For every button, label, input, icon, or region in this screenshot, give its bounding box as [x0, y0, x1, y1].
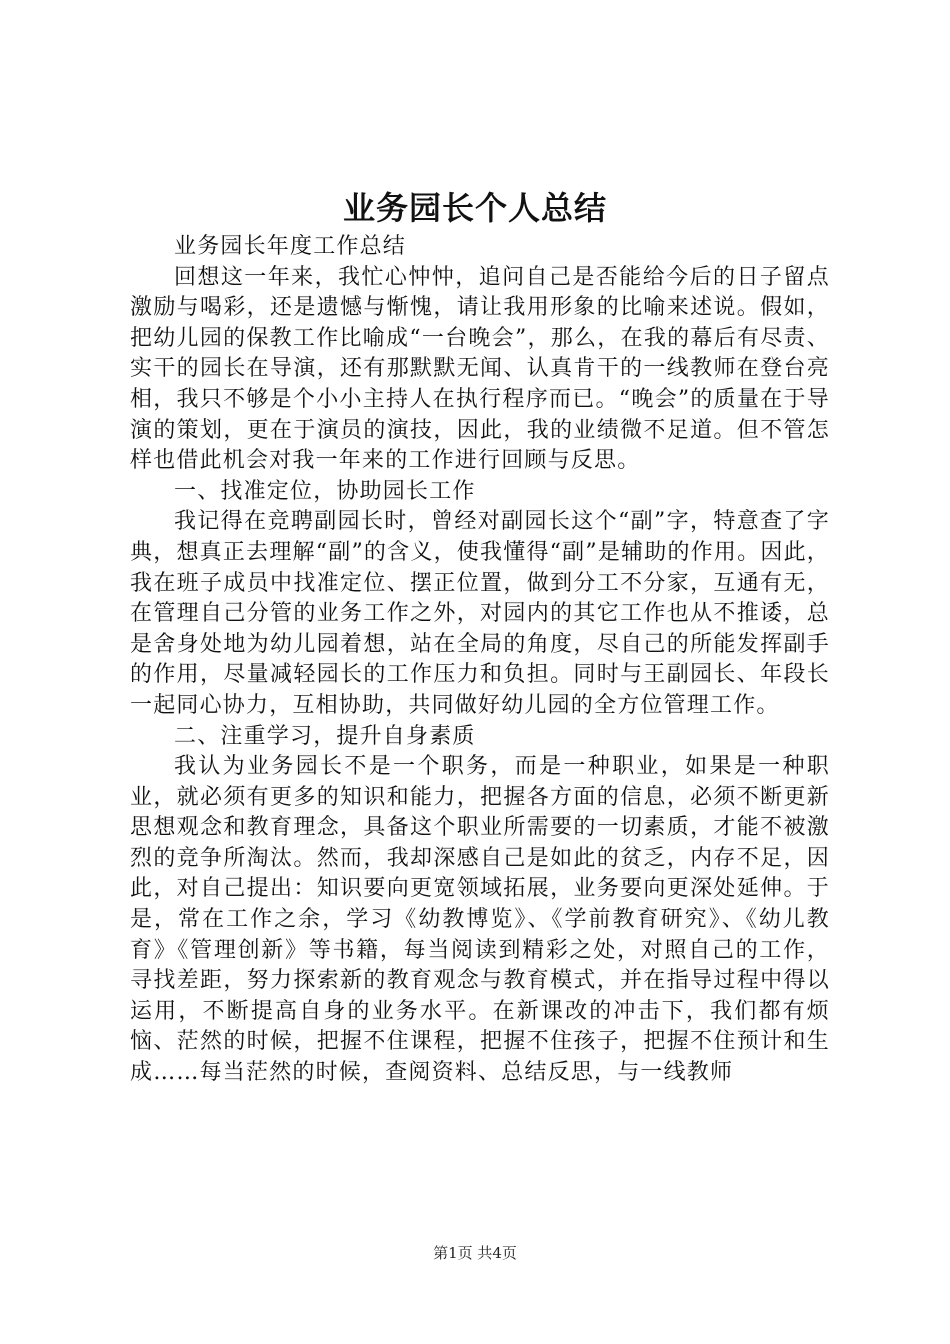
- document-subtitle: 业务园长年度工作总结: [174, 234, 407, 259]
- paragraph-section-1: 我记得在竞聘副园长时，曾经对副园长这个“副”字，特意查了字典，想真正去理解“副”的含义，使我懂得“副”是辅助的作用。因此，我在班子成员中找准定位、摆正位置，做到分工不分家，互通有无，在管理自己分管的业务工作之外，对园内的其它工作也从不推诿，总是舍身处地为幼儿园着想，站在全局的角度，尽自己的所能发挥副手的作用，尽量减轻园长的工作压力和负担。同时与王副园长、年段长一起同心协力，互相协助，共同做好幼儿园的全方位管理工作。: [130, 509, 830, 718]
- paragraph-intro: 回想这一年来，我忙心忡忡，追问自己是否能给今后的日子留点激励与喝彩，还是遗憾与惭愧，请让我用形象的比喻来述说。假如，把幼儿园的保教工作比喻成“一台晚会”，那么，在我的幕后有尽责、实干的园长在导演，还有那默默无闻、认真肯干的一线教师在登台亮相，我只不够是个小小主持人在执行程序而已。“晚会”的质量在于导演的策划，更在于演员的演技，因此，我的业绩微不足道。但不管怎样也借此机会对我一年来的工作进行回顾与反思。: [130, 264, 830, 474]
- section-heading-1: 一、找准定位，协助园长工作: [174, 478, 476, 504]
- paragraph-section-2: 我认为业务园长不是一个职务，而是一种职业，如果是一种职业，就必须有更多的知识和能力，把握各方面的信息，必须不断更新思想观念和教育理念，具备这个职业所需要的一切素质，才能不被激烈的竞争所淘汰。然而，我却深感自己是如此的贫乏，内存不足，因此，对自己提出：知识要向更宽领域拓展，业务要向更深处延伸。于是，常在工作之余，学习《幼教博览》、《学前教育研究》、《幼儿教育》《管理创新》等书籍，每当阅读到精彩之处，对照自己的工作，寻找差距，努力探索新的教育观念与教育模式，并在指导过程中得以运用，不断提高自身的业务水平。在新课改的冲击下，我们都有烦恼、茫然的时候，把握不住课程，把握不住孩子，把握不住预计和生成……每当茫然的时候，查阅资料、总结反思，与一线教师: [130, 754, 830, 1086]
- section-heading-2: 二、注重学习，提升自身素质: [174, 723, 476, 749]
- document-title: 业务园长个人总结: [342, 189, 607, 227]
- document-body: [130, 232, 830, 1089]
- page-footer: 第1页 共4页: [433, 1244, 517, 1262]
